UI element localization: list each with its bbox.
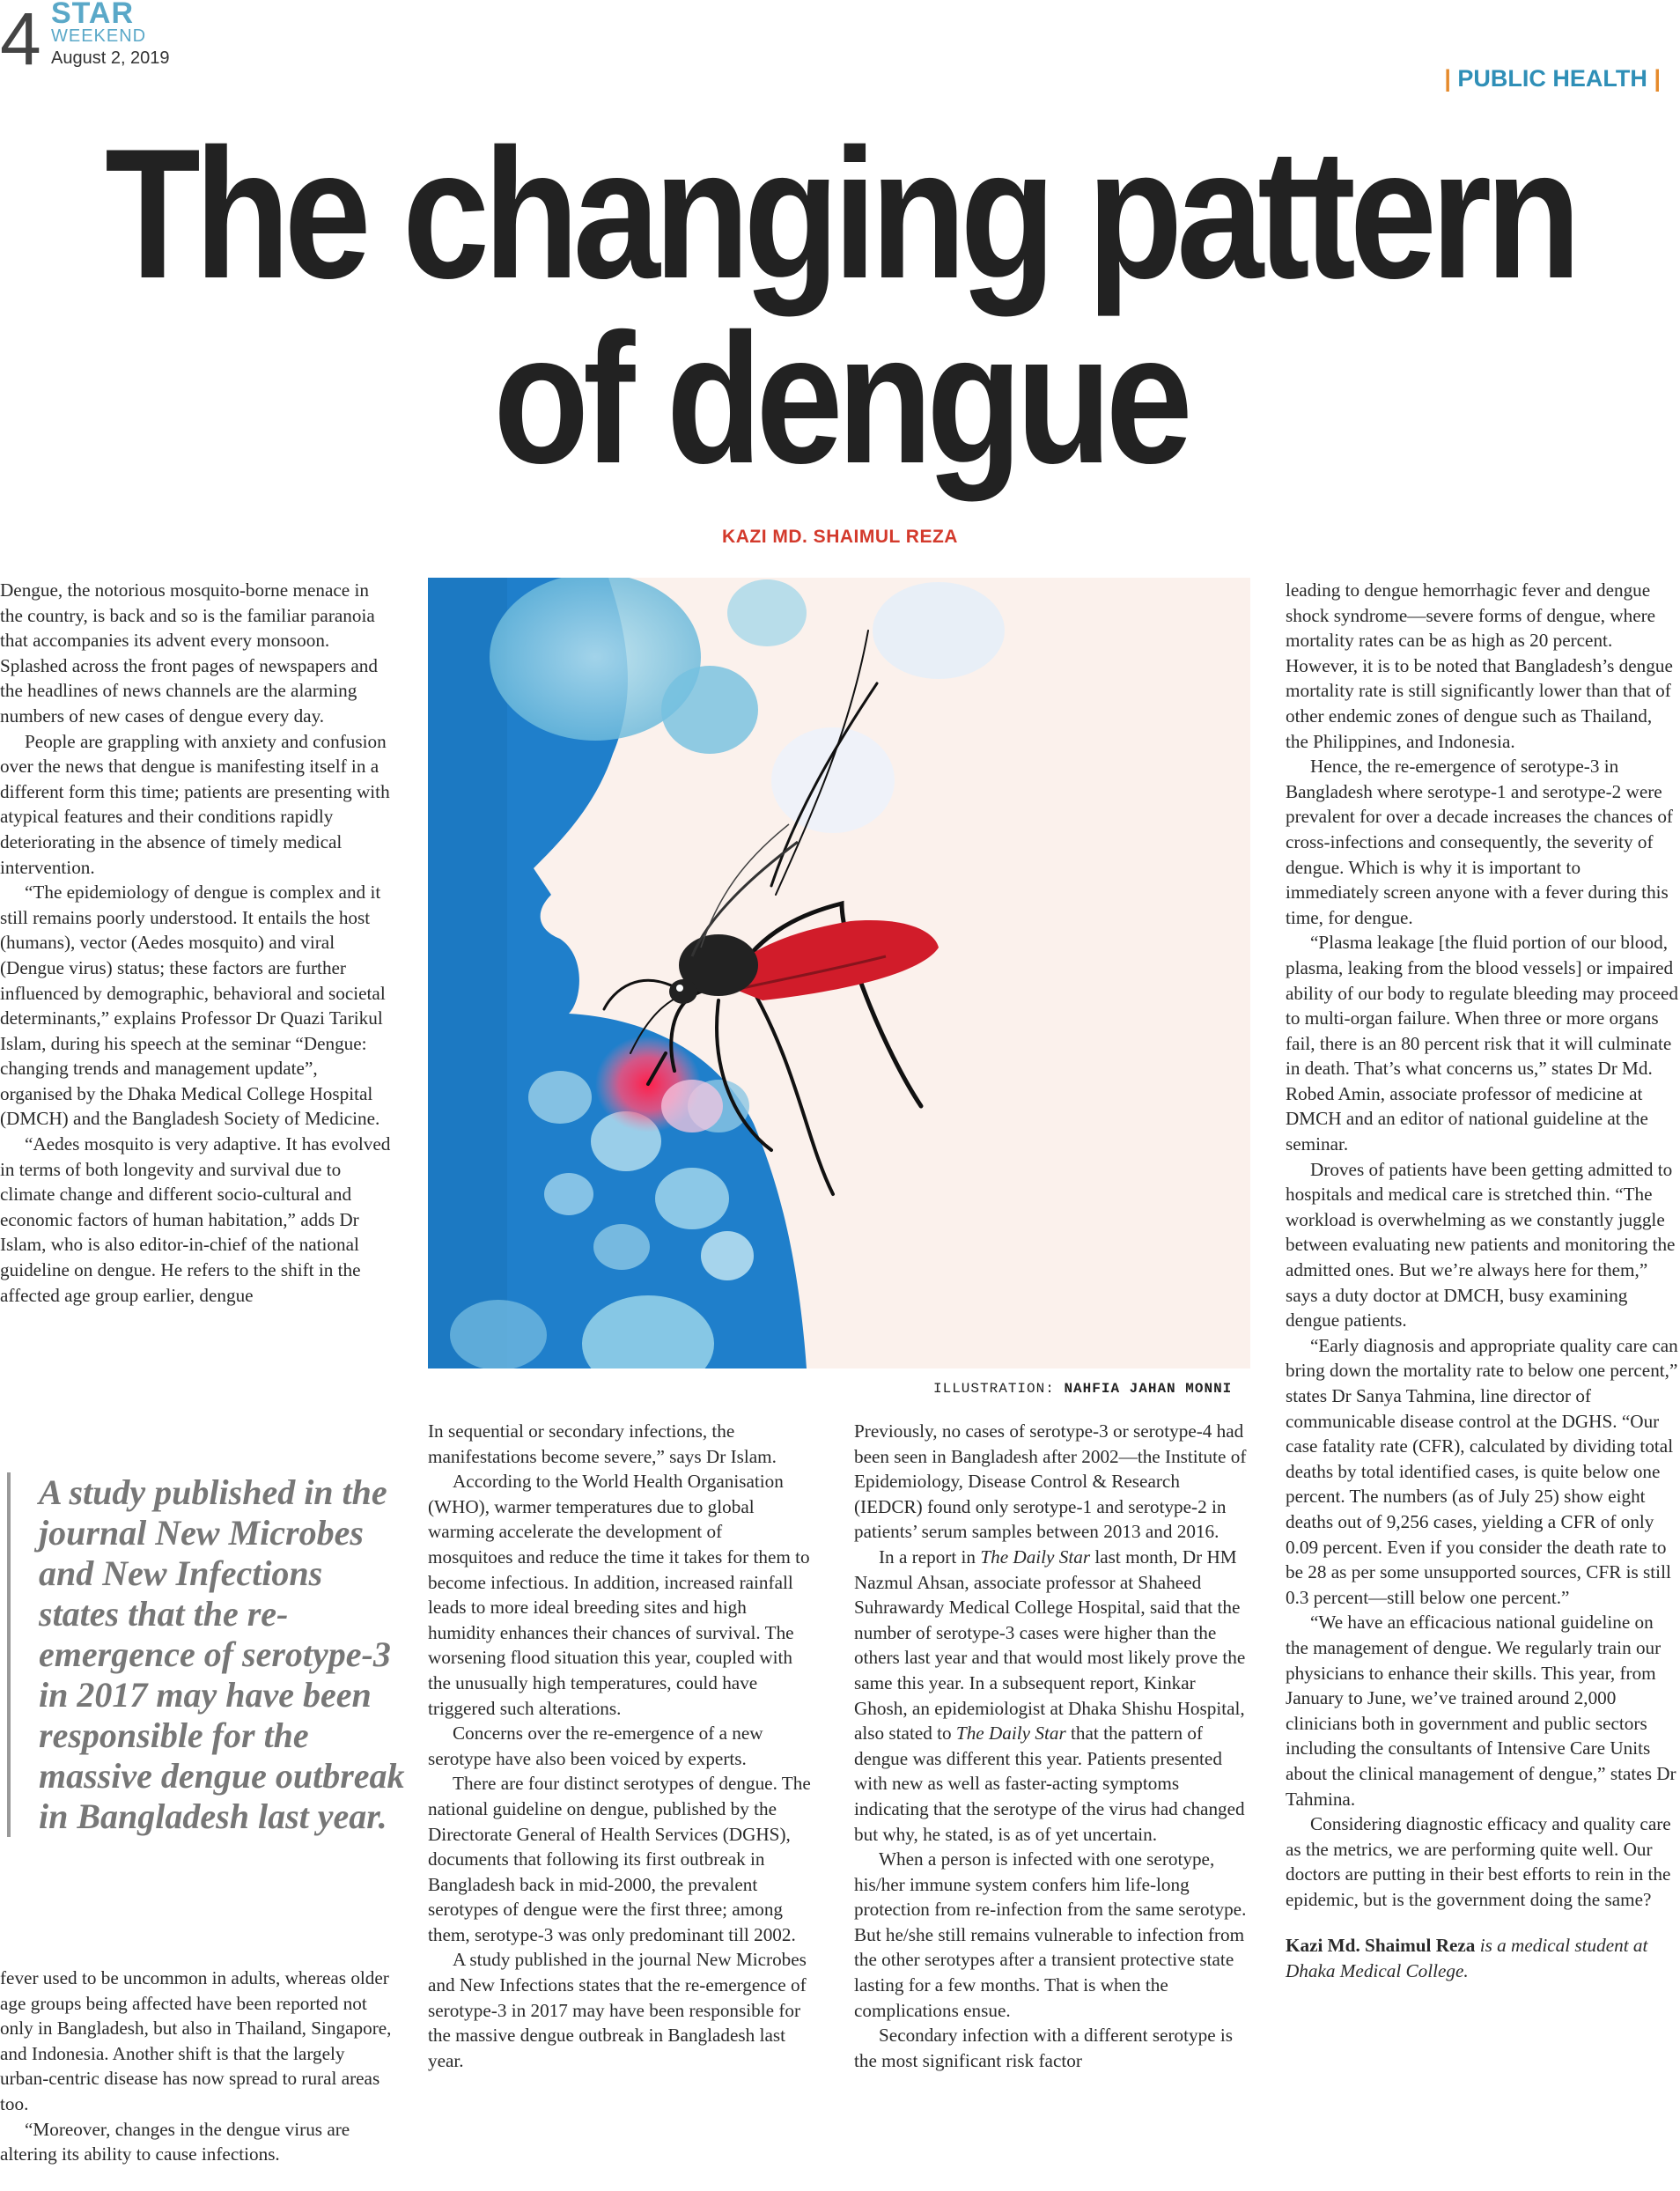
- text-run: last month, Dr HM Nazmul Ahsan, associate professor at Shaheed Suhrawardy Medical College Hospital, said that the number of serotype-3 cases were higher than the others last year and that would most likely prove the same this year. In a subsequent report, Kinkar Ghosh, an epidemiologist at Dhaka Shishu Hospital, also stated to: [854, 1546, 1246, 1745]
- paragraph: “Early diagnosis and appropriate quality care can bring down the mortality rate to below one percent,” states Dr Sanya Tahmina, line director of communicable disease control at the DGHS. “Our case fatality rate (CFR), calculated by dividing total deaths by total identified cases, is quite below one percent. The numbers (as of July 25) show eight deaths out of 9,256 cases, yielding a CFR of only 0.09 percent. Even if you consider the death rate to be 28 as per some unsupported sources, CFR is still 0.3 percent—still below one percent.”: [1286, 1334, 1678, 1608]
- column-1-bottom: [0, 1966, 393, 2167]
- author-bio-text: is a medical student at Dhaka Medical College.: [1286, 1935, 1648, 1982]
- text-run: that the pattern of dengue was different this year. Patients presented with new as well as faster-acting symptoms indicating that the serotype of the virus had changed but why, he stated, is as of yet uncertain.: [854, 1723, 1245, 1845]
- publication-logo: STAR: [51, 0, 135, 30]
- paragraph: Considering diagnostic efficacy and quality care as the metrics, we are performing quite well. Our doctors are putting in their best efforts to rein in the epidemic, but is the government doing the same?: [1286, 1813, 1671, 1910]
- paragraph: There are four distinct serotypes of dengue. The national guideline on dengue, published by the Directorate General of Health Services (DGHS), documents that following its first outbreak in Bangladesh back in mid-2000, the prevalent serotypes of dengue were the first three; among them, serotype-3 was only predominant till 2002.: [428, 1773, 811, 1945]
- section-bar-right: |: [1654, 65, 1661, 92]
- pull-quote: [7, 1472, 409, 1837]
- paragraph: A study published in the journal New Microbes and New Infections states that the re-emergence of serotype-3 in 2017 may have been responsible for the massive dengue outbreak in Bangladesh last year.: [428, 1949, 807, 2071]
- paragraph: “Aedes mosquito is very adaptive. It has evolved in terms of both longevity and survival due to climate change and different socio-cultural and economic factors of human habitation,” adds Dr Islam, who is also editor-in-chief of the national guideline on dengue. He refers to the shift in the affected age group earlier, dengue: [0, 1133, 391, 1306]
- column-3: [854, 1419, 1252, 2073]
- paragraph: leading to dengue hemorrhagic fever and dengue shock syndrome—severe forms of dengue, where mortality rates can be as high as 20 percent. However, it is to be noted that Bangladesh’s dengue mortality rate is still significantly lower than that of other endemic zones of dengue such as Thailand, the Philippines, and Indonesia.: [1286, 579, 1673, 752]
- paragraph: Hence, the re-emergence of serotype-3 in Bangladesh where serotype-1 and serotype-2 were prevalent for over a decade increases the chances of cross-infections and consequently, the severity of dengue. Which is why it is important to immediately screen anyone with a fever during this time, for dengue.: [1286, 756, 1673, 928]
- paragraph: When a person is infected with one serotype, his/her immune system confers him life-long protection from re-infection from the same serotype. But he/she still remains vulnerable to infection from the other serotypes after a transient protective state lasting for a few months. That is when the complications ensue.: [854, 1848, 1247, 2021]
- author-bio-name: Kazi Md. Shaimul Reza: [1286, 1935, 1476, 1957]
- paragraph: Previously, no cases of serotype-3 or serotype-4 had been seen in Bangladesh after 2002—the Institute of Epidemiology, Disease Control & Research (IEDCR) found only serotype-1 and serotype-2 in patients’ serum samples between 2013 and 2016.: [854, 1420, 1247, 1543]
- byline: KAZI MD. SHAIMUL REZA: [722, 527, 958, 547]
- paragraph: People are grappling with anxiety and confusion over the news that dengue is manifesting itself in a different form this time; patients are presenting with atypical features and their conditions rapidly deteriorating in the absence of timely medical intervention.: [0, 730, 390, 878]
- credit-name: NAHFIA JAHAN MONNI: [1064, 1381, 1233, 1397]
- illustration-credit: [933, 1381, 1232, 1397]
- author-bio: [1286, 1933, 1678, 1983]
- paragraph: [854, 1545, 1252, 1847]
- credit-label: ILLUSTRATION:: [933, 1381, 1055, 1397]
- mosquito-illustration: [428, 578, 1250, 1368]
- column-2: [428, 1419, 811, 2073]
- column-4: [1286, 578, 1678, 1984]
- section-bar-left: |: [1444, 65, 1451, 92]
- paragraph: Concerns over the re-emergence of a new serotype have also been voiced by experts.: [428, 1723, 763, 1769]
- paragraph: “Plasma leakage [the fluid portion of our blood, plasma, leaking from the blood vessels] or impaired ability of our body to regulate bleeding may proceed to multi-organ failure. When three or more organs fail, there is an 80 percent risk that it will culminate in death. That’s what concerns us,” states Dr Md. Robed Amin, associate professor of medicine at DMCH and an editor of national guideline at the seminar.: [1286, 932, 1678, 1155]
- headline-line-2: of dengue: [493, 295, 1187, 502]
- paragraph: “We have an efficacious national guideline on the management of dengue. We regularly train our physicians to enhance their skills. This year, from January to June, we’ve trained around 2,000 clinicians both in government and public sectors including the consultants of Intensive Care Units about the clinical management of dengue,” states Dr Tahmina.: [1286, 1612, 1676, 1810]
- paragraph: Dengue, the notorious mosquito-borne menace in the country, is back and so is the familiar paranoia that accompanies its advent every monsoon. Splashed across the front pages of newspapers and the headlines of news channels are the alarming numbers of new cases of dengue every day.: [0, 579, 378, 727]
- paragraph: Droves of patients have been getting admitted to hospitals and medical care is stretched thin. “The workload is overwhelming as we constantly juggle between evaluating new patients and monitoring the admitted ones. But we’re always here for them,” says a duty doctor at DMCH, busy examining dengue patients.: [1286, 1158, 1676, 1332]
- text-run: In a report in: [879, 1546, 981, 1568]
- issue-date: August 2, 2019: [51, 48, 170, 68]
- paragraph: fever used to be uncommon in adults, whereas older age groups being affected have been reported not only in Bangladesh, but also in Thailand, Singapore, and Indonesia. Another shift is that the largely urban-centric disease has now spread to rural areas too.: [0, 1967, 392, 2114]
- pull-quote-text: A study published in the journal New Microbes and New Infections states that the re-emergence of serotype-3 in 2017 may have been responsible for the massive dengue outbreak in Bangladesh last year.: [39, 1472, 405, 1836]
- section-label: [1444, 67, 1661, 91]
- section-name: PUBLIC HEALTH: [1457, 65, 1647, 92]
- newspaper-name: The Daily Star: [980, 1546, 1091, 1568]
- newspaper-name: The Daily Star: [955, 1723, 1066, 1745]
- edition-label: WEEKEND: [51, 26, 147, 46]
- paragraph: Secondary infection with a different serotype is the most significant risk factor: [854, 2025, 1234, 2071]
- paragraph: In sequential or secondary infections, the manifestations become severe,” says Dr Islam.: [428, 1420, 777, 1467]
- headline-line-1: The changing pattern: [105, 110, 1575, 317]
- paragraph: According to the World Health Organisation (WHO), warmer temperatures due to global warming accelerate the development of mosquitoes and reduce the time it takes for them to become infectious. In addition, increased rainfall leads to more ideal breeding sites and high humidity enhances their chances of survival. The worsening flood situation this year, coupled with the unusually high temperatures, could have triggered such alterations.: [428, 1471, 810, 1719]
- paragraph: “Moreover, changes in the dengue virus are altering its ability to cause infections.: [0, 2118, 350, 2165]
- column-1-top: [0, 578, 393, 1308]
- page-number: 4: [0, 0, 41, 80]
- paragraph: “The epidemiology of dengue is complex and it still remains poorly understood. It entails the host (humans), vector (Aedes mosquito) and viral (Dengue virus) status; these factors are further influenced by demographic, behavioral and societal determinants,” explains Professor Dr Quazi Tarikul Islam, during his speech at the seminar “Dengue: changing trends and management update”, organised by the Dhaka Medical College Hospital (DMCH) and the Bangladesh Society of Medicine.: [0, 882, 386, 1130]
